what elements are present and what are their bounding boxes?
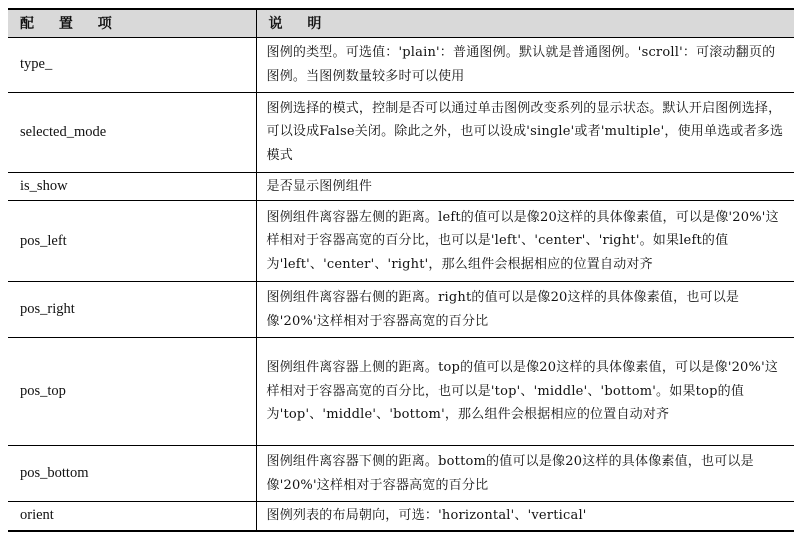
table-row	[8, 446, 794, 502]
table-header	[8, 9, 794, 37]
option-description: 图例组件离容器下侧的距离。bottom的值可以是像20这样的具体像素值，也可以是像'20%'这样相对于容器高宽的百分比	[256, 446, 794, 502]
option-name: pos_bottom	[20, 465, 89, 481]
option-name: pos_right	[20, 301, 75, 317]
option-name: selected_mode	[20, 123, 107, 140]
option-description: 图例选择的模式，控制是否可以通过单击图例改变系列的显示状态。默认开启图例选择，可以设成False关闭。除此之外，也可以设成'single'或者'multiple'，使用单选或者多选模式	[256, 92, 794, 172]
header-description: 说 明	[256, 9, 794, 37]
option-name: orient	[20, 507, 54, 524]
legend-options-table-container	[8, 8, 794, 532]
option-description: 是否显示图例组件	[256, 172, 794, 201]
table-row	[8, 172, 794, 201]
table-row	[8, 282, 794, 338]
legend-options-table	[8, 8, 794, 532]
option-name: type_	[20, 56, 53, 72]
table-row	[8, 201, 794, 282]
header-config-item: 配 置 项	[20, 16, 122, 33]
option-name: pos_top	[20, 383, 66, 399]
option-name: is_show	[20, 177, 68, 194]
table-body	[8, 37, 794, 531]
option-description: 图例列表的布局朝向，可选：'horizontal'、'vertical'	[256, 502, 794, 531]
table-row	[8, 502, 794, 531]
table-row	[8, 338, 794, 446]
option-description: 图例组件离容器右侧的距离。right的值可以是像20这样的具体像素值，也可以是像'20%'这样相对于容器高宽的百分比	[256, 282, 794, 338]
option-description: 图例组件离容器左侧的距离。left的值可以是像20这样的具体像素值，可以是像'20%'这样相对于容器高宽的百分比，也可以是'left'、'center'、'right'。如果left的值为'left'、'center'、'right'，那么组件会根据相应的位置自动对齐	[256, 201, 794, 282]
table-row	[8, 37, 794, 92]
option-description: 图例的类型。可选值：'plain'：普通图例。默认就是普通图例。'scroll'：可滚动翻页的图例。当图例数量较多时可以使用	[256, 37, 794, 92]
table-row	[8, 92, 794, 172]
option-description: 图例组件离容器上侧的距离。top的值可以是像20这样的具体像素值，可以是像'20%'这样相对于容器高宽的百分比，也可以是'top'、'middle'、'bottom'。如果top的值为'top'、'middle'、'bottom'，那么组件会根据相应的位置自动对齐	[256, 338, 794, 446]
option-name: pos_left	[20, 232, 67, 249]
table-header-row	[8, 9, 794, 37]
